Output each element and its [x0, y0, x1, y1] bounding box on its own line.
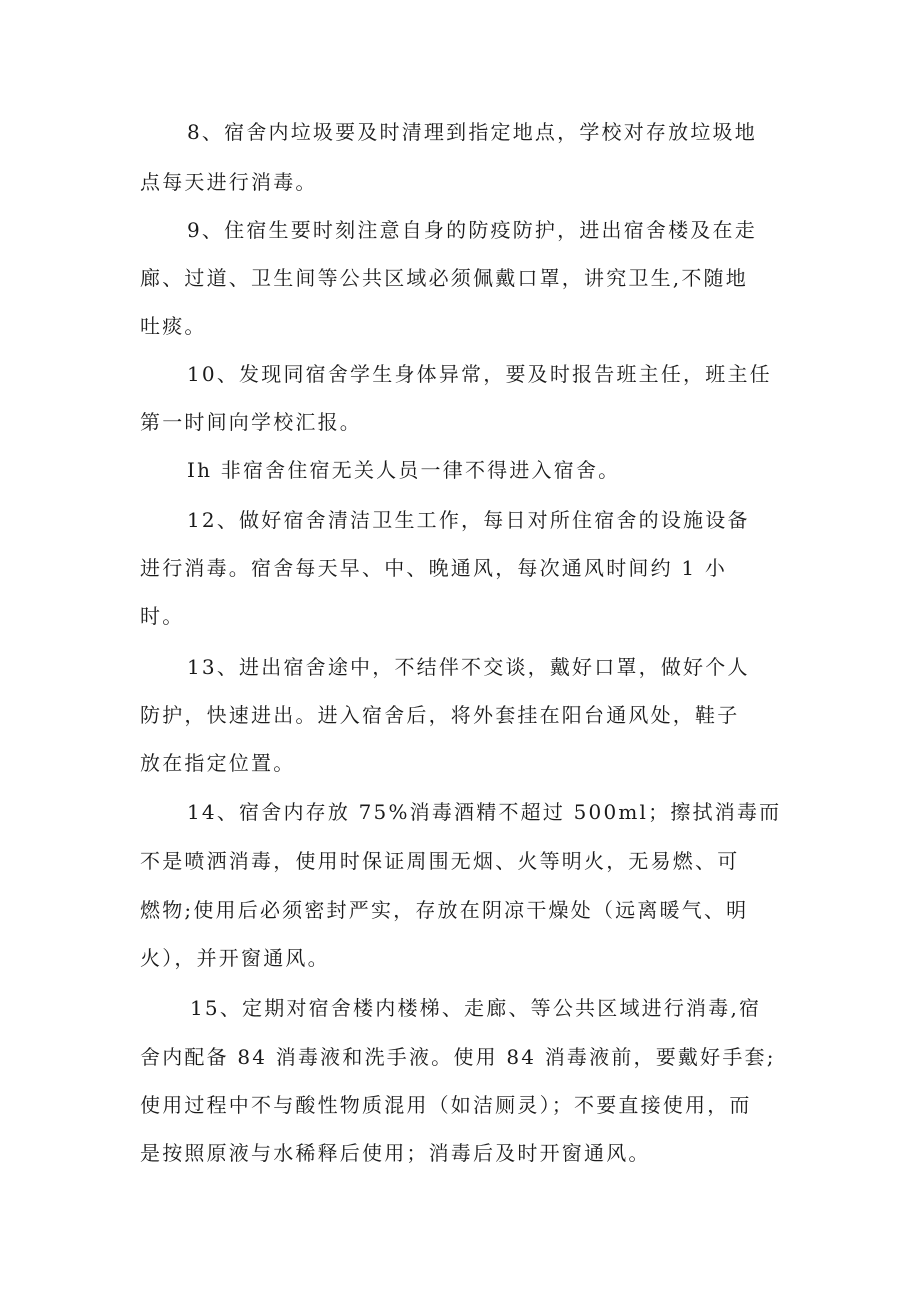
- paragraph-14-line-4: 火），并开窗通风。: [140, 946, 330, 970]
- paragraph-9-line-3: 吐痰。: [140, 314, 207, 338]
- paragraph-14-line-3: 燃物;使用后必须密封严实，存放在阴凉干燥处（远离暖气、明: [140, 898, 749, 922]
- paragraph-13-line-2: 防护，快速进出。进入宿舍后，将外套挂在阳台通风处，鞋子: [140, 703, 740, 727]
- paragraph-15-line-3: 使用过程中不与酸性物质混用（如洁厕灵）；不要直接使用，而: [140, 1093, 752, 1117]
- paragraph-15-line-2: 舍内配备 84 消毒液和洗手液。使用 84 消毒液前，要戴好手套;: [140, 1045, 776, 1069]
- paragraph-9-line-2: 廊、过道、卫生间等公共区域必须佩戴口罩，讲究卫生,不随地: [140, 266, 748, 290]
- paragraph-12-line-3: 时。: [140, 604, 185, 628]
- paragraph-15-line-1: 15、定期对宿舍楼内楼梯、走廊、等公共区域进行消毒,宿: [190, 996, 762, 1020]
- paragraph-8-line-1: 8、宿舍内垃圾要及时清理到指定地点，学校对存放垃圾地: [187, 120, 757, 144]
- paragraph-14-line-2: 不是喷洒消毒，使用时保证周围无烟、火等明火，无易燃、可: [140, 849, 740, 873]
- paragraph-11-line-1: Ih 非宿舍住宿无关人员一律不得进入宿舍。: [187, 458, 621, 482]
- paragraph-15-line-4: 是按照原液与水稀释后使用；消毒后及时开窗通风。: [140, 1141, 651, 1165]
- paragraph-9-line-1: 9、住宿生要时刻注意自身的防疫防护，进出宿舍楼及在走: [187, 218, 757, 242]
- paragraph-8-line-2: 点每天进行消毒。: [140, 170, 318, 194]
- paragraph-13-line-3: 放在指定位置。: [140, 751, 296, 775]
- paragraph-14-line-1: 14、宿舍内存放 75%消毒酒精不超过 500ml；擦拭消毒而: [187, 800, 782, 824]
- paragraph-10-line-1: 10、发现同宿舍学生身体异常，要及时报告班主任，班主任: [187, 362, 772, 386]
- paragraph-13-line-1: 13、进出宿舍途中，不结伴不交谈，戴好口罩，做好个人: [187, 655, 750, 679]
- paragraph-12-line-1: 12、做好宿舍清洁卫生工作，每日对所住宿舍的设施设备: [187, 508, 750, 532]
- paragraph-12-line-2: 进行消毒。宿舍每天早、中、晚通风，每次通风时间约 1 小: [140, 556, 728, 580]
- paragraph-10-line-2: 第一时间向学校汇报。: [140, 410, 362, 434]
